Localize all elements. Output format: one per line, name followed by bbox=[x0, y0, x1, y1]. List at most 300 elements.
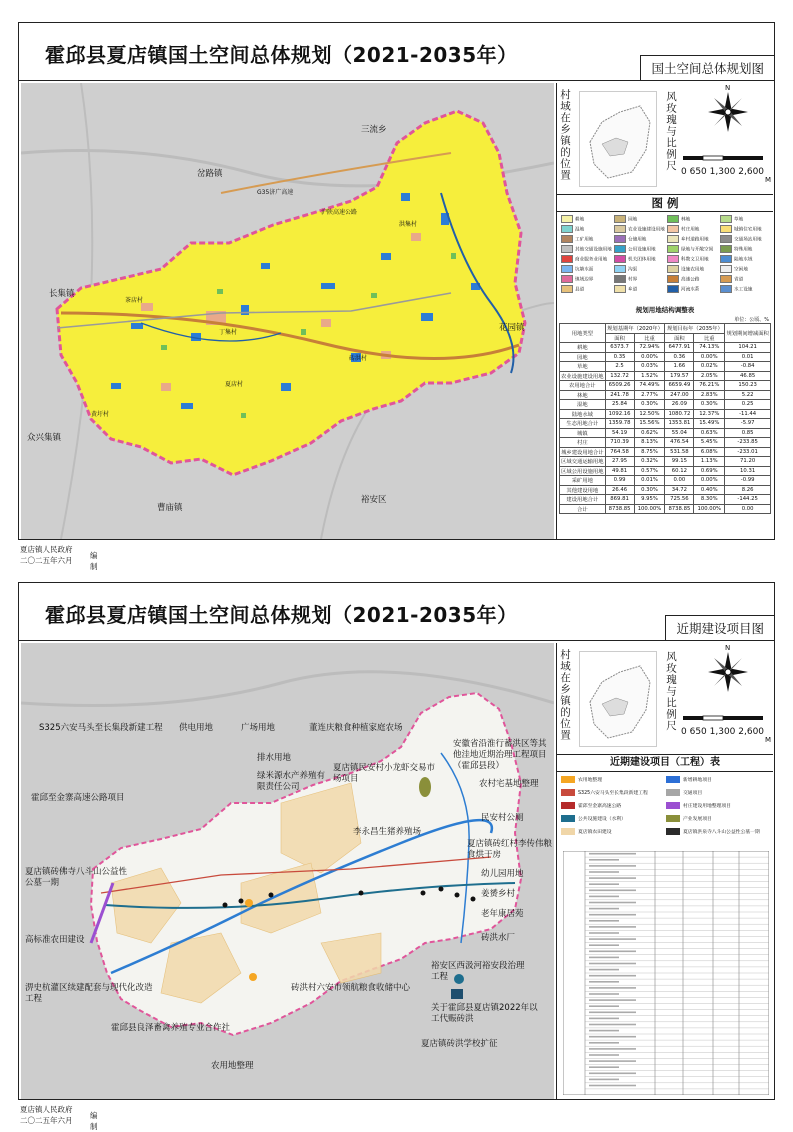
table-cell: 0.30% bbox=[634, 400, 665, 410]
legend-panel bbox=[556, 83, 773, 539]
project-callout[interactable]: 霍邱县良泽畜禽养殖专业合作社 bbox=[111, 1023, 231, 1033]
category-label: S325六安马头至长集段新建工程 bbox=[578, 791, 648, 796]
plan-subtitle: 国土空间总体规划图 bbox=[640, 55, 774, 80]
project-callout[interactable]: 供电用地 bbox=[179, 723, 214, 733]
project-callout[interactable]: 幼儿园用地 bbox=[481, 869, 524, 879]
legend-label: 村界 bbox=[628, 277, 638, 283]
table-cell: 27.95 bbox=[605, 457, 634, 467]
legend-swatch bbox=[561, 215, 573, 223]
table-row-text bbox=[589, 1066, 619, 1068]
project-callout[interactable]: 排水用地 bbox=[257, 753, 292, 763]
north-label: N bbox=[725, 644, 731, 652]
table-row-text bbox=[589, 932, 619, 934]
table-row-text bbox=[589, 951, 636, 953]
legend-label: 工矿用地 bbox=[575, 237, 594, 243]
footer-2 bbox=[20, 1104, 98, 1131]
table-cell: -0.99 bbox=[725, 476, 771, 486]
legend-swatch bbox=[720, 225, 732, 233]
legend-swatch bbox=[720, 265, 732, 273]
table-cell: 74.49% bbox=[634, 381, 665, 391]
table-row-text bbox=[589, 957, 619, 959]
table-row bbox=[560, 504, 771, 514]
legend-label: 高速公路 bbox=[681, 277, 700, 283]
col-header: 规划期间增减面积 bbox=[725, 324, 771, 343]
table-row bbox=[560, 362, 771, 372]
legend-item bbox=[561, 235, 613, 244]
table-cell: 1353.81 bbox=[665, 419, 694, 429]
legend-item bbox=[614, 265, 666, 274]
table-cell: 2.5 bbox=[605, 362, 634, 372]
legend-item bbox=[561, 255, 613, 264]
table-cell: 869.81 bbox=[605, 495, 634, 505]
legend-label: 村庄用地 bbox=[681, 227, 700, 233]
plan-title: 霍邱县夏店镇国土空间总体规划（2021-2035年） bbox=[45, 603, 518, 627]
col-header: 规划目标年（2035年） bbox=[665, 324, 725, 334]
project-callout[interactable]: 安徽省沿淮行蓄洪区等其他洼地近期治理工程项目（霍邱县段） bbox=[453, 739, 547, 771]
table-row-text bbox=[589, 914, 636, 916]
village-label: 黄圩村 bbox=[91, 411, 110, 418]
table-row-text bbox=[589, 1018, 619, 1020]
category-label: 霍邱至金寨高速公路 bbox=[578, 804, 622, 809]
legend-label: 机关团体用地 bbox=[628, 257, 656, 263]
scale-unit: M bbox=[765, 176, 772, 184]
table-cell: 0.63% bbox=[694, 428, 725, 438]
project-callout[interactable]: 砖洪水厂 bbox=[481, 933, 516, 943]
table-cell: 1359.78 bbox=[605, 419, 634, 429]
legend-label: 湿地 bbox=[575, 227, 585, 233]
project-category bbox=[666, 827, 766, 838]
table-cell: 12.37% bbox=[694, 409, 725, 419]
table-cell: 0.30% bbox=[694, 400, 725, 410]
table-cell: 179.57 bbox=[665, 371, 694, 381]
legend-item bbox=[667, 265, 719, 274]
landuse-table-title: 规划用地结构调整表 bbox=[635, 306, 695, 314]
locator-block bbox=[557, 643, 773, 755]
project-callout[interactable]: 农村宅基地整理 bbox=[479, 779, 539, 789]
legend-swatch bbox=[720, 245, 732, 253]
table-cell: 0.69% bbox=[694, 466, 725, 476]
project-callout[interactable]: 砖洪村六安市领航粮食收储中心 bbox=[291, 983, 411, 993]
legend-swatch bbox=[561, 255, 573, 263]
table-cell: 1092.16 bbox=[605, 409, 634, 419]
legend-swatch bbox=[667, 245, 679, 253]
legend-item bbox=[614, 285, 666, 294]
legend-item bbox=[561, 245, 613, 254]
table-cell: 0.99 bbox=[605, 476, 634, 486]
table-cell: 园地 bbox=[560, 352, 606, 362]
table-row-text bbox=[589, 883, 619, 885]
table-cell: 710.39 bbox=[605, 438, 634, 448]
project-category bbox=[561, 827, 661, 838]
projects-table-rows bbox=[563, 851, 769, 1095]
table-row-text bbox=[589, 877, 636, 879]
category-swatch bbox=[666, 776, 680, 783]
legend-swatch bbox=[561, 245, 573, 253]
project-callout[interactable]: 关于霍邱县夏店镇2022年以工代赈砖洪 bbox=[431, 1003, 538, 1024]
legend-swatch bbox=[614, 245, 626, 253]
legend-label: 陆地水域 bbox=[734, 257, 753, 263]
legend-item bbox=[561, 285, 613, 294]
table-cell: 0.00% bbox=[634, 352, 665, 362]
table-cell: -233.85 bbox=[725, 438, 771, 448]
place-label: 三流乡 bbox=[361, 125, 387, 135]
legend-label: 林地 bbox=[681, 217, 691, 223]
table-row-text bbox=[589, 938, 636, 940]
table-row bbox=[560, 352, 771, 362]
table-cell: 0.02% bbox=[694, 362, 725, 372]
table-cell: 8.75% bbox=[634, 447, 665, 457]
locator-map bbox=[579, 91, 657, 187]
title-block bbox=[19, 583, 774, 641]
table-cell: 476.54 bbox=[665, 438, 694, 448]
footer-1 bbox=[20, 544, 98, 571]
legend-label: 沟渠 bbox=[628, 267, 638, 273]
table-cell: 71.20 bbox=[725, 457, 771, 467]
landuse-plan-sheet bbox=[18, 22, 775, 540]
legend-item bbox=[561, 275, 613, 284]
legend-swatch bbox=[614, 275, 626, 283]
table-row bbox=[560, 371, 771, 381]
project-callout[interactable]: 老年康居苑 bbox=[481, 909, 524, 919]
project-callout[interactable]: 姜赟乡村 bbox=[481, 889, 516, 899]
table-cell: 0.35 bbox=[605, 352, 634, 362]
legend-label: 商业服务业用地 bbox=[575, 257, 608, 263]
table-cell: 132.72 bbox=[605, 371, 634, 381]
table-row-text bbox=[589, 908, 619, 910]
legend-item bbox=[614, 245, 666, 254]
category-label: 交通项目 bbox=[683, 791, 703, 796]
category-label: 新增耕地项目 bbox=[683, 778, 712, 783]
footer-action: 编制 bbox=[90, 551, 98, 571]
footer-date: 二〇二五年六月 bbox=[20, 556, 73, 565]
table-cell: 1.66 bbox=[665, 362, 694, 372]
legend-swatch bbox=[561, 225, 573, 233]
table-row-text bbox=[589, 1005, 619, 1007]
legend-swatch bbox=[614, 215, 626, 223]
landuse-table bbox=[559, 323, 771, 514]
legend-label: 特殊用地 bbox=[734, 247, 753, 253]
table-cell: 8.26 bbox=[725, 485, 771, 495]
footer-date: 二〇二五年六月 bbox=[20, 1116, 73, 1125]
table-cell: 城乡建设用地合计 bbox=[560, 447, 606, 457]
table-cell: 25.84 bbox=[605, 400, 634, 410]
scale-label: 风玫瑰与比例尺 bbox=[665, 651, 677, 732]
category-swatch bbox=[666, 815, 680, 822]
table-cell: 6509.26 bbox=[605, 381, 634, 391]
projects-plan-sheet bbox=[18, 582, 775, 1100]
table-cell: 2.05% bbox=[694, 371, 725, 381]
legend-item bbox=[667, 225, 719, 234]
project-category bbox=[561, 801, 661, 812]
table-cell: 湿地 bbox=[560, 400, 606, 410]
north-arrow-icon bbox=[705, 89, 751, 135]
village-label: 夏店村 bbox=[225, 381, 244, 388]
table-row bbox=[560, 390, 771, 400]
table-cell: 100.00% bbox=[694, 504, 725, 514]
category-swatch bbox=[561, 828, 575, 835]
table-cell: 6373.7 bbox=[605, 343, 634, 353]
legend-label: 河流水系 bbox=[681, 287, 700, 293]
legend-label: 交通场站用地 bbox=[734, 237, 762, 243]
table-cell: 247.00 bbox=[665, 390, 694, 400]
legend-item bbox=[614, 275, 666, 284]
project-callout[interactable]: 高标准农田建设 bbox=[25, 935, 85, 945]
legend-label: 耕地 bbox=[575, 217, 585, 223]
project-callout[interactable]: 夏店镇民安村小龙虾交易市场项目 bbox=[333, 763, 436, 784]
table-cell: 2.83% bbox=[694, 390, 725, 400]
project-callout[interactable]: 绿米源水产养殖有限责任公司 bbox=[257, 771, 326, 792]
legend-item bbox=[720, 215, 772, 224]
project-category bbox=[666, 801, 766, 812]
project-category bbox=[561, 814, 661, 825]
table-row-text bbox=[589, 926, 636, 928]
plan-subtitle: 近期建设项目图 bbox=[665, 615, 774, 640]
table-row-text bbox=[589, 963, 636, 965]
scale-label: 风玫瑰与比例尺 bbox=[665, 91, 677, 172]
legend-label: 绿地与开敞空间 bbox=[681, 247, 714, 253]
legend-label: 水工设施 bbox=[734, 287, 753, 293]
table-row bbox=[560, 409, 771, 419]
table-cell: 76.21% bbox=[694, 381, 725, 391]
table-cell: 采矿用地 bbox=[560, 476, 606, 486]
table-row-text bbox=[589, 920, 619, 922]
category-label: 产业发展项目 bbox=[683, 817, 712, 822]
table-cell: 陆地水域 bbox=[560, 409, 606, 419]
table-row-text bbox=[589, 896, 619, 898]
project-callout[interactable]: 裕安区西汲河裕安段治理工程 bbox=[431, 961, 525, 982]
legend-item bbox=[614, 225, 666, 234]
table-cell: 55.04 bbox=[665, 428, 694, 438]
projects-table-title: 近期建设项目（工程）表 bbox=[557, 755, 773, 772]
table-cell: 0.00% bbox=[694, 476, 725, 486]
legend-label: 乡道 bbox=[628, 287, 638, 293]
legend-grid bbox=[561, 215, 771, 299]
category-swatch bbox=[561, 776, 575, 783]
table-cell: 241.78 bbox=[605, 390, 634, 400]
legend-item bbox=[667, 275, 719, 284]
legend-label: 城镇住宅用地 bbox=[734, 227, 762, 233]
legend-item bbox=[720, 275, 772, 284]
project-category bbox=[561, 788, 661, 799]
village-label: 洪集村 bbox=[399, 221, 418, 228]
legend-item bbox=[667, 245, 719, 254]
landuse-map[interactable] bbox=[21, 83, 554, 539]
table-row-text bbox=[589, 969, 619, 971]
footer-action: 编制 bbox=[90, 1111, 98, 1131]
legend-item bbox=[667, 215, 719, 224]
table-row bbox=[560, 419, 771, 429]
village-label: 砖洪村 bbox=[349, 355, 368, 362]
table-cell: 村庄 bbox=[560, 438, 606, 448]
table-cell: 建设用地合计 bbox=[560, 495, 606, 505]
table-cell: 合计 bbox=[560, 504, 606, 514]
table-cell: 0.00 bbox=[665, 476, 694, 486]
category-swatch bbox=[666, 789, 680, 796]
table-cell: 2.77% bbox=[634, 390, 665, 400]
table-row-text bbox=[589, 865, 636, 867]
legend-swatch bbox=[561, 235, 573, 243]
category-swatch bbox=[666, 802, 680, 809]
legend-swatch bbox=[667, 235, 679, 243]
table-row bbox=[560, 495, 771, 505]
table-cell: -233.01 bbox=[725, 447, 771, 457]
table-row-text bbox=[589, 1079, 619, 1081]
table-cell: -144.25 bbox=[725, 495, 771, 505]
legend-item bbox=[667, 255, 719, 264]
project-category bbox=[561, 775, 661, 786]
project-callout[interactable]: 夏店镇砖洪学校扩征 bbox=[421, 1039, 498, 1049]
table-row bbox=[560, 381, 771, 391]
table-cell: 0.25 bbox=[725, 400, 771, 410]
legend-item bbox=[561, 225, 613, 234]
table-cell: 99.15 bbox=[665, 457, 694, 467]
table-cell: 0.00 bbox=[725, 504, 771, 514]
projects-map[interactable] bbox=[21, 643, 554, 1099]
table-cell: 1.52% bbox=[634, 371, 665, 381]
col-subheader: 比重 bbox=[634, 333, 665, 343]
scale-unit: M bbox=[765, 736, 772, 744]
table-row-text bbox=[589, 1054, 619, 1056]
table-cell: 150.23 bbox=[725, 381, 771, 391]
table-cell: 725.56 bbox=[665, 495, 694, 505]
legend-label: 县道 bbox=[575, 287, 585, 293]
table-cell: 0.85 bbox=[725, 428, 771, 438]
place-label: 岔路镇 bbox=[197, 169, 223, 179]
table-cell: 10.31 bbox=[725, 466, 771, 476]
legend-label: 其他交通设施用地 bbox=[575, 247, 612, 253]
legend-swatch bbox=[667, 265, 679, 273]
table-cell: 区域交通运输用地 bbox=[560, 457, 606, 467]
table-cell: 5.45% bbox=[694, 438, 725, 448]
legend-swatch bbox=[614, 265, 626, 273]
category-label: 村庄建设用地整理项目 bbox=[683, 804, 731, 809]
project-callout[interactable]: 广场用地 bbox=[241, 723, 276, 733]
table-cell: 城镇 bbox=[560, 428, 606, 438]
legend-item bbox=[614, 235, 666, 244]
table-row bbox=[560, 447, 771, 457]
table-row-text bbox=[589, 1030, 619, 1032]
village-label: 丁集村 bbox=[219, 329, 238, 336]
table-cell: -0.84 bbox=[725, 362, 771, 372]
category-swatch bbox=[561, 815, 575, 822]
table-row-text bbox=[589, 853, 636, 855]
project-callout[interactable]: 夏店镇砖红村李传伟粮食烘干房 bbox=[467, 839, 553, 860]
table-cell: 0.57% bbox=[634, 466, 665, 476]
table-cell: 8.13% bbox=[634, 438, 665, 448]
table-cell: 6477.91 bbox=[665, 343, 694, 353]
road-label: 沪陕高速公路 bbox=[321, 209, 358, 216]
project-callout[interactable]: 李永昌生猪养殖场 bbox=[353, 827, 422, 837]
col-subheader: 比重 bbox=[694, 333, 725, 343]
legend-item bbox=[720, 265, 772, 274]
table-row-text bbox=[589, 999, 636, 1001]
locator-block bbox=[557, 83, 773, 195]
legend-swatch bbox=[561, 285, 573, 293]
project-category bbox=[666, 775, 766, 786]
table-cell: 其他建设用地 bbox=[560, 485, 606, 495]
legend-swatch bbox=[561, 265, 573, 273]
legend-label: 镇域边界 bbox=[575, 277, 594, 283]
legend-swatch bbox=[667, 225, 679, 233]
table-cell: 1080.72 bbox=[665, 409, 694, 419]
legend-title: 图 例 bbox=[557, 195, 773, 212]
table-row-text bbox=[589, 1085, 636, 1087]
table-row bbox=[560, 400, 771, 410]
table-row bbox=[560, 476, 771, 486]
table-cell: -11.44 bbox=[725, 409, 771, 419]
table-cell: 生态用地合计 bbox=[560, 419, 606, 429]
table-cell: 49.81 bbox=[605, 466, 634, 476]
project-callout[interactable]: 董连庆粮食种植家庭农场 bbox=[309, 723, 403, 733]
table-cell: 0.01 bbox=[725, 352, 771, 362]
table-cell: 8738.85 bbox=[605, 504, 634, 514]
col-subheader: 面积 bbox=[665, 333, 694, 343]
table-row-text bbox=[589, 1048, 636, 1050]
table-row-text bbox=[589, 981, 619, 983]
table-cell: 0.32% bbox=[634, 457, 665, 467]
table-row-text bbox=[589, 993, 619, 995]
table-cell: 0.03% bbox=[634, 362, 665, 372]
table-row bbox=[560, 343, 771, 353]
table-row-text bbox=[589, 1060, 636, 1062]
table-row-text bbox=[589, 1036, 636, 1038]
footer-org: 夏店镇人民政府 bbox=[20, 1105, 73, 1114]
table-row-text bbox=[589, 902, 636, 904]
legend-label: 省道 bbox=[734, 277, 744, 283]
project-callout[interactable]: 夏店镇砖佛寺八斗山公益性公墓一期 bbox=[25, 867, 128, 888]
legend-swatch bbox=[614, 225, 626, 233]
table-row-text bbox=[589, 975, 636, 977]
project-callout[interactable]: S325六安马头至长集段新建工程 bbox=[39, 723, 163, 733]
table-cell: 34.72 bbox=[665, 485, 694, 495]
north-arrow-icon bbox=[705, 649, 751, 695]
legend-label: 农业设施建设用地 bbox=[628, 227, 665, 233]
project-callout[interactable]: 民安村公厕 bbox=[481, 813, 524, 823]
village-label: 茶店村 bbox=[125, 297, 144, 304]
table-cell: 区域公用设施用地 bbox=[560, 466, 606, 476]
legend-item bbox=[561, 215, 613, 224]
table-cell: 1.13% bbox=[694, 457, 725, 467]
col-subheader: 面积 bbox=[605, 333, 634, 343]
project-callout[interactable]: 淠史杭灌区续建配套与现代化改造工程 bbox=[25, 983, 153, 1004]
legend-item bbox=[667, 285, 719, 294]
table-row-text bbox=[589, 944, 619, 946]
project-category-legend bbox=[561, 775, 771, 845]
place-label: 裕安区 bbox=[361, 495, 387, 505]
table-cell: 耕地 bbox=[560, 343, 606, 353]
title-block bbox=[19, 23, 774, 81]
landuse-map-canvas bbox=[21, 83, 554, 539]
category-swatch bbox=[561, 789, 575, 796]
table-cell: 72.94% bbox=[634, 343, 665, 353]
place-label: 众兴集镇 bbox=[27, 433, 62, 443]
scale-ticks: 0 650 1,300 2,600 bbox=[681, 167, 765, 177]
table-cell: 54.19 bbox=[605, 428, 634, 438]
table-cell: 0.01% bbox=[634, 476, 665, 486]
table-cell: 农业设施建设用地 bbox=[560, 371, 606, 381]
category-swatch bbox=[666, 828, 680, 835]
table-cell: 15.49% bbox=[694, 419, 725, 429]
table-cell: 9.95% bbox=[634, 495, 665, 505]
table-row-text bbox=[589, 987, 636, 989]
project-category bbox=[666, 814, 766, 825]
legend-item bbox=[720, 235, 772, 244]
legend-swatch bbox=[667, 255, 679, 263]
project-callout[interactable]: 霍邱至金寨高速公路项目 bbox=[31, 793, 125, 803]
project-callout[interactable]: 农用地整理 bbox=[211, 1061, 254, 1071]
table-cell: 5.22 bbox=[725, 390, 771, 400]
legend-label: 坑塘水面 bbox=[575, 267, 594, 273]
